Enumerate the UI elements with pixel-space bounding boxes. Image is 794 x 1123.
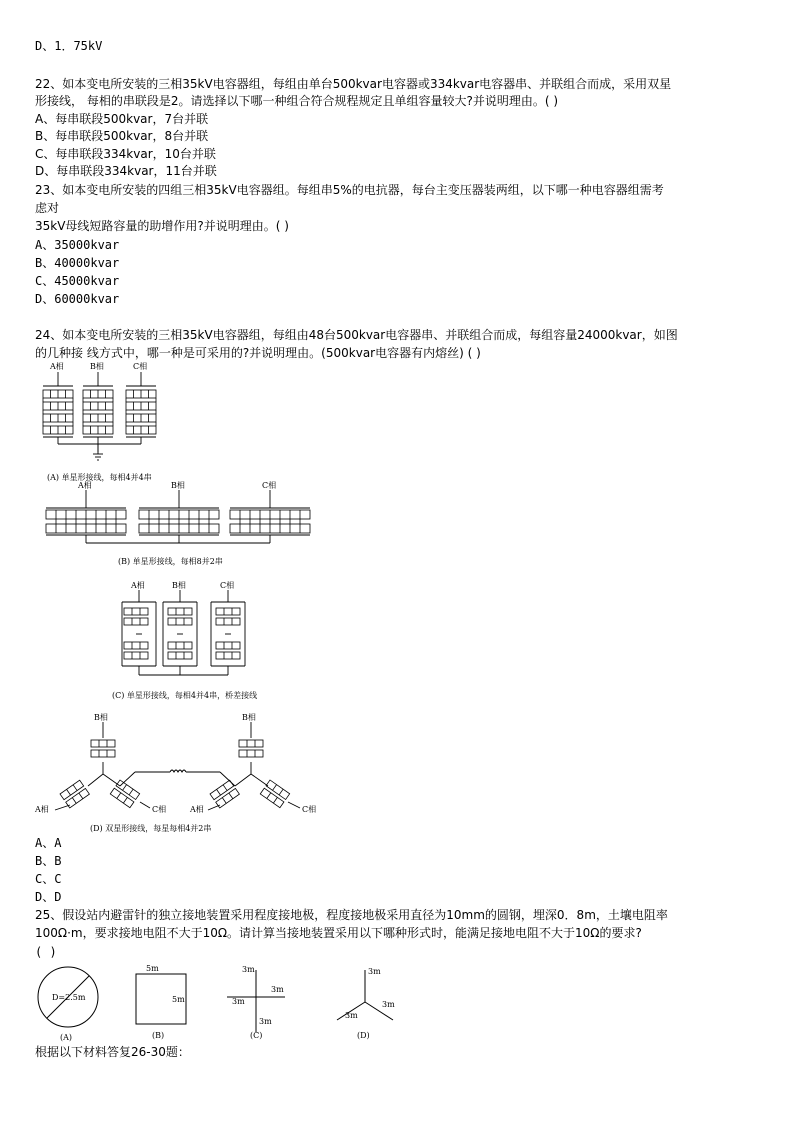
- footer-instruction: 根据以下材料答复26-30题：: [35, 1045, 190, 1059]
- figure-c-caption: (C) 单星形接线，每相4并4串，桥差接线: [112, 691, 258, 700]
- q22-option-c: C、每串联段334kvar，10台并联: [35, 147, 216, 161]
- q23-line2: 虑对: [35, 201, 60, 215]
- figure-a-diameter: D=2.5m: [52, 993, 86, 1002]
- figure-d-phase-b1: B相: [94, 713, 108, 722]
- figure-a-capacitor-bank-b: [83, 390, 113, 434]
- figure-b-side: 5m: [172, 995, 185, 1004]
- figure-cap-a: (A): [60, 1033, 73, 1042]
- figure-c-top: 3m: [242, 965, 255, 974]
- figure-c-bridge-differential: [110, 580, 300, 702]
- q23-line3: 35kV母线短路容量的助增作用?并说明理由。( ): [35, 219, 289, 233]
- figure-b-phase-a: A相: [78, 481, 92, 490]
- q24-option-b: B、B: [35, 854, 62, 868]
- figure-b-phase-b: B相: [171, 481, 185, 490]
- figure-grounding-forms: [33, 962, 403, 1044]
- figure-b-caption: (B) 单星形接线，每相8并2串: [118, 557, 223, 566]
- q23-option-b: B、40000kvar: [35, 256, 120, 270]
- q24-option-c: C、C: [35, 872, 62, 886]
- figure-d-phase-c2: C相: [302, 805, 317, 814]
- q23-option-a: A、35000kvar: [35, 238, 120, 252]
- figure-c-bottom: 3m: [259, 1017, 272, 1026]
- q25-line3: ( ): [35, 945, 57, 959]
- q24-option-d: D、D: [35, 890, 62, 904]
- figure-a-capacitor-bank-a: [43, 390, 73, 434]
- q23-option-d: D、60000kvar: [35, 292, 120, 306]
- q22-option-b: B、每串联段500kvar，8台并联: [35, 129, 209, 143]
- figure-d-capacitor-blocks: [60, 740, 290, 808]
- figure-b-capacitor-bank-b: [139, 510, 219, 533]
- q22-option-a: A、每串联段500kvar，7台并联: [35, 112, 209, 126]
- q24-line1: 24、如本变电所安装的三相35kV电容器组，每组由48台500kvar电容器串、并联组合而成，每组容量24000kvar，如图: [35, 328, 678, 342]
- figure-b-capacitor-bank-c: [230, 510, 310, 533]
- figure-a-phase-b: B相: [90, 362, 104, 371]
- figure-c-left: 3m: [232, 997, 245, 1006]
- q25-line2: 100Ω·m，要求接地电阻不大于10Ω。请计算当接地装置采用以下哪种形式时，能满足接地电阻不大于10Ω的要求?: [35, 926, 642, 940]
- figure-c-phase-c: C相: [220, 581, 235, 590]
- q22-line2: 形接线， 每相的串联段是2。请选择以下哪一种组合符合规程规定且单组容量较大?并说明理由。( ): [35, 94, 558, 108]
- figure-b-phase-c: C相: [262, 481, 277, 490]
- top-option: D、1．75kV: [35, 39, 103, 53]
- q25-line1: 25、假设站内避雷针的独立接地装置采用程度接地极，程度接地极采用直径为10mm的圆钢，埋深0．8m，土壤电阻率: [35, 908, 668, 922]
- q22-line1: 22、如本变电所安装的三相35kV电容器组，每组由单台500kvar电容器或334kvar电容器串、并联组合而成，采用双星: [35, 77, 672, 91]
- q23-line1: 23、如本变电所安装的四组三相35kV电容器组。每组串5%的电抗器，每台主变压器装两组，以下哪一种电容器组需考: [35, 183, 664, 197]
- figure-a-phase-a: A相: [50, 362, 64, 371]
- figure-b-single-star: [38, 480, 328, 568]
- q24-option-a: A、A: [35, 836, 62, 850]
- figure-d-left: 3m: [345, 1011, 358, 1020]
- figure-cap-b: (B): [152, 1031, 165, 1040]
- figure-a-capacitor-bank-c: [126, 390, 156, 434]
- figure-a-caption: (A) 单星形接线，每相4并4串: [47, 473, 152, 482]
- figure-b-top: 5m: [146, 964, 159, 973]
- figure-c-right: 3m: [271, 985, 284, 994]
- figure-c-phase-a: A相: [131, 581, 145, 590]
- figure-d-top: 3m: [368, 967, 381, 976]
- figure-d-double-star: [30, 710, 330, 835]
- figure-a-phase-c: C相: [133, 362, 148, 371]
- figure-d-phase-a1: A相: [35, 805, 49, 814]
- figure-c-phase-b: B相: [172, 581, 186, 590]
- figure-d-phase-a2: A相: [190, 805, 204, 814]
- q23-option-c: C、45000kvar: [35, 274, 120, 288]
- figure-d-right: 3m: [382, 1000, 395, 1009]
- figure-b-capacitor-bank-a: [46, 510, 126, 533]
- figure-cap-c: (C): [250, 1031, 263, 1040]
- figure-a-single-star: [33, 362, 183, 484]
- figure-d-phase-c1: C相: [152, 805, 167, 814]
- figure-c-capacitor-blocks: [124, 608, 240, 659]
- q24-line2: 的几种接 线方式中，哪一种是可采用的?并说明理由。(500kvar电容器有内熔丝) ( ): [35, 346, 481, 360]
- figure-cap-d: (D): [357, 1031, 370, 1040]
- figure-d-phase-b2: B相: [242, 713, 256, 722]
- q22-option-d: D、每串联段334kvar，11台并联: [35, 164, 217, 178]
- figure-d-caption: (D) 双星形接线，每星每相4并2串: [90, 824, 212, 833]
